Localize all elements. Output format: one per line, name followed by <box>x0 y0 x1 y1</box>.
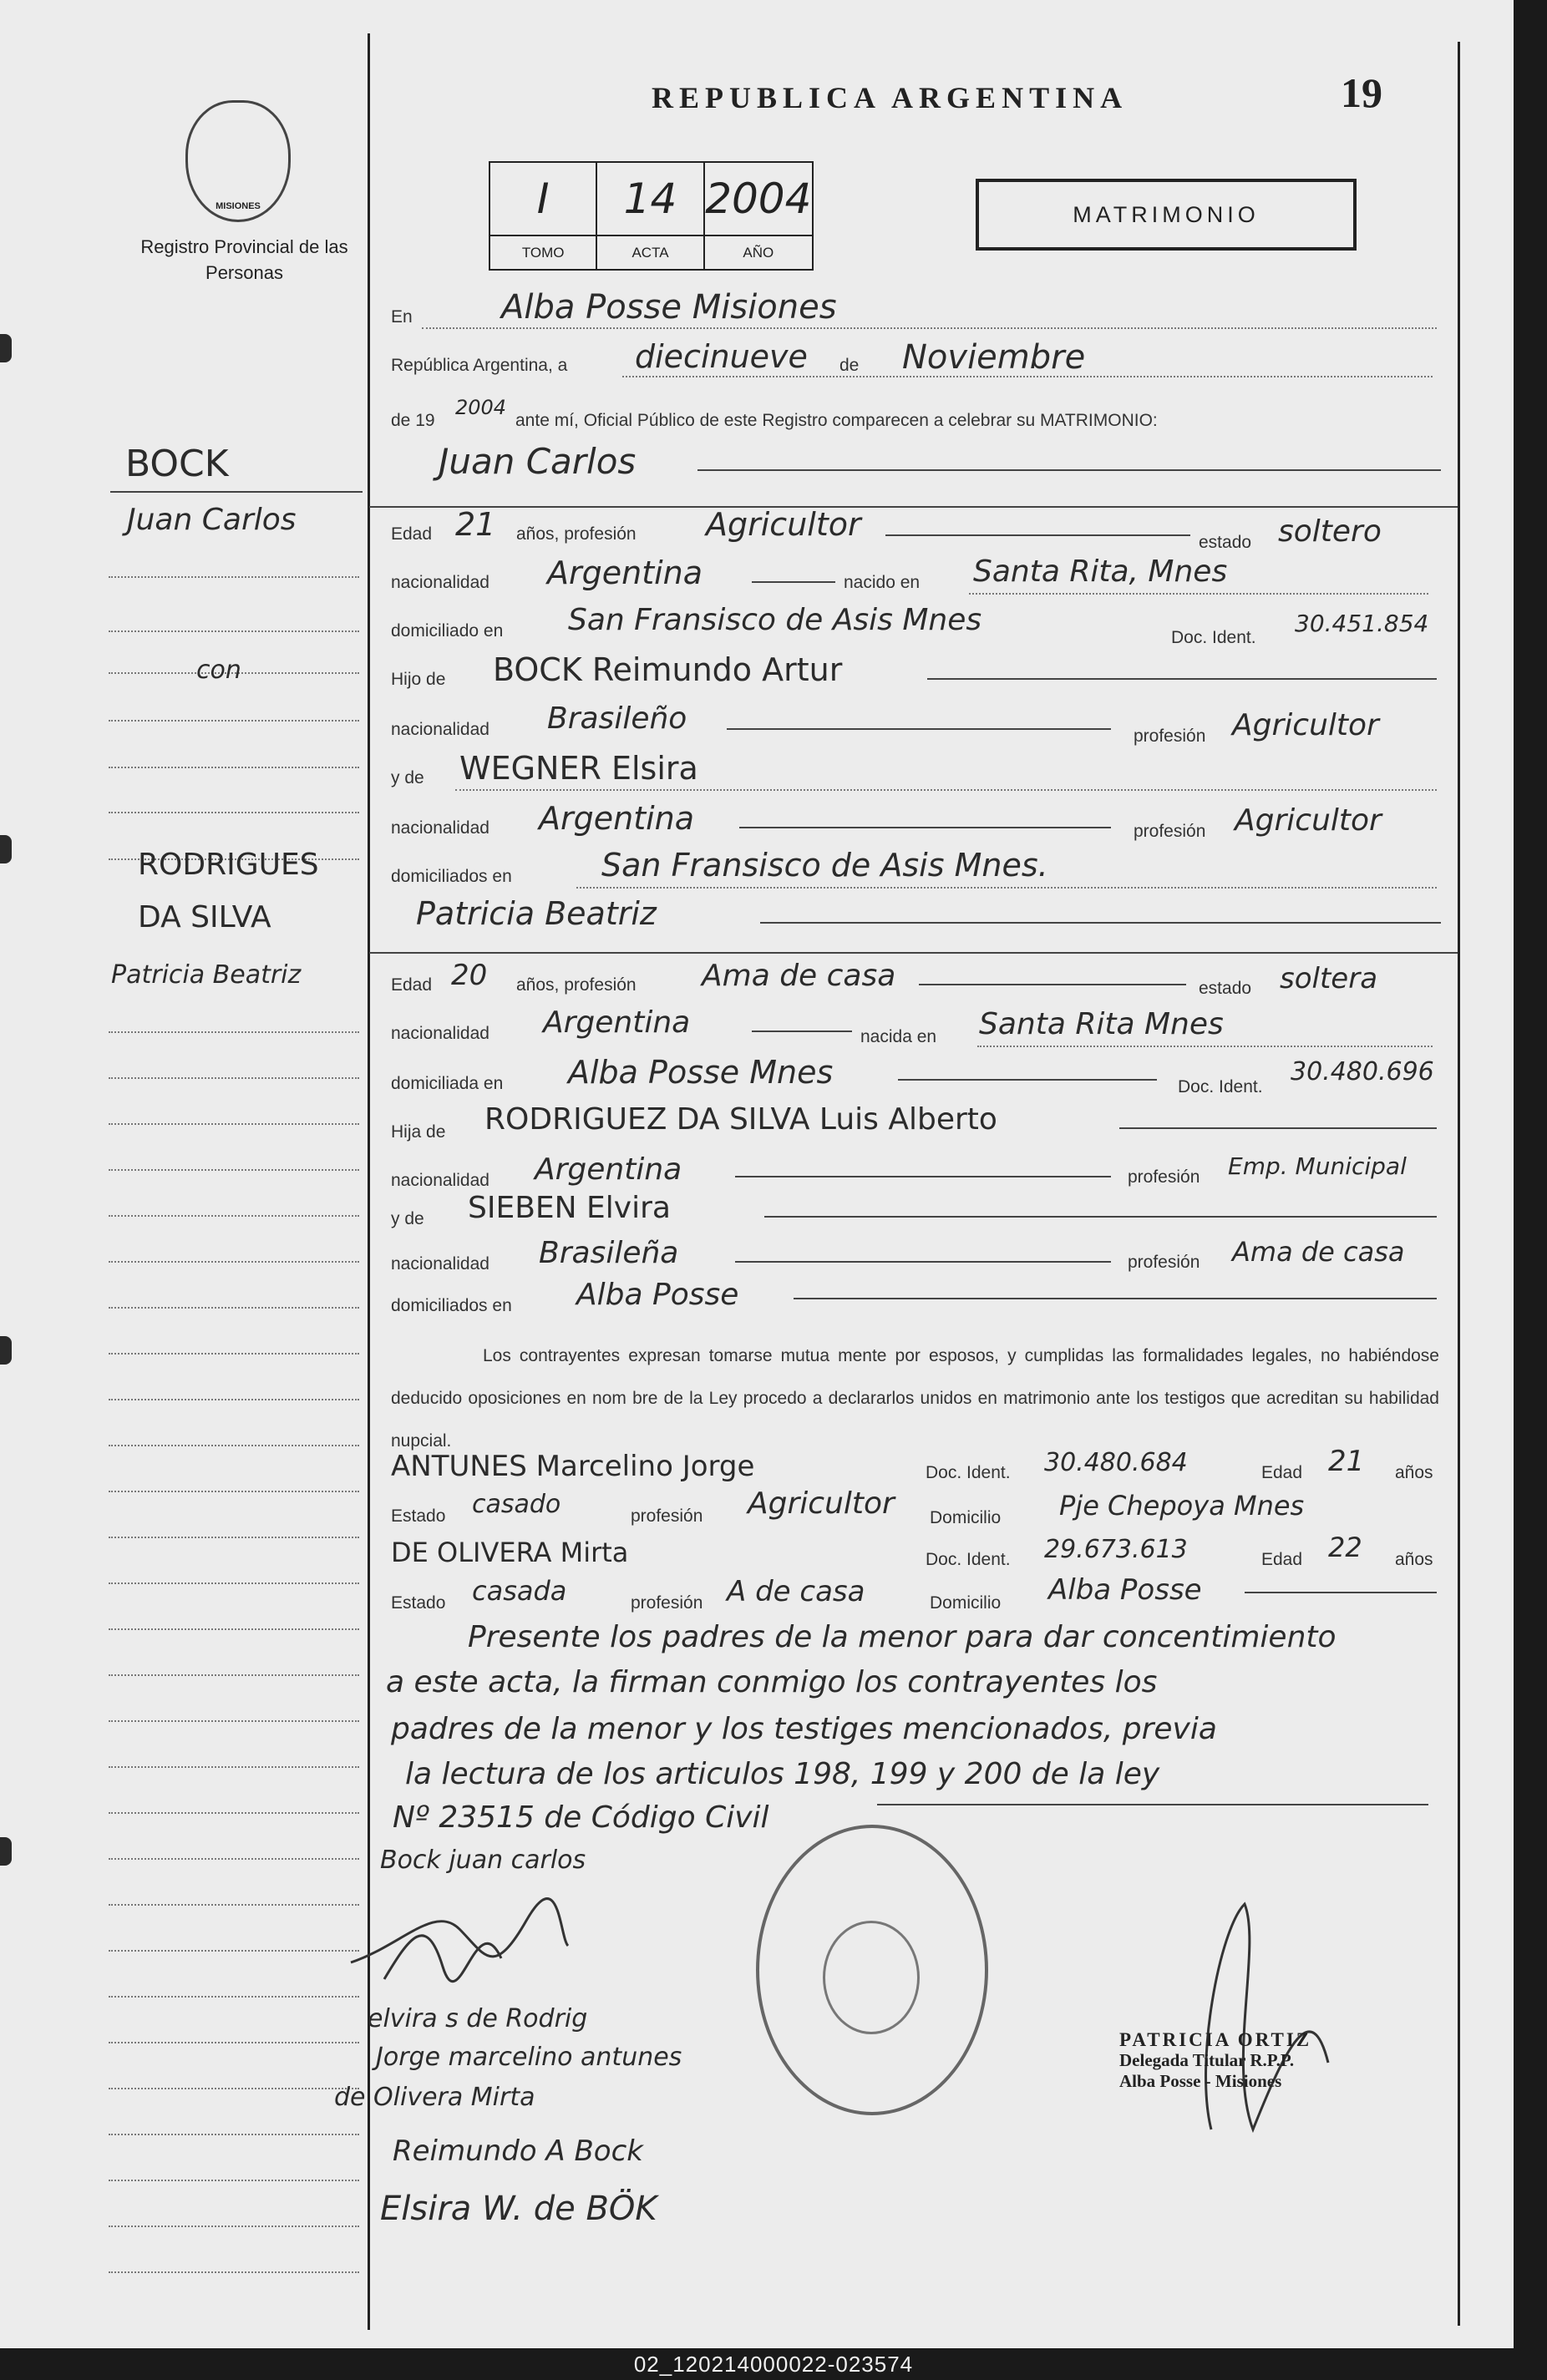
margin-bride-surname-2: DA SILVA <box>138 900 271 934</box>
note-line-2: a este acta, la firman conmigo los contrayentes los <box>386 1665 1158 1699</box>
label-groom-domicilio: domiciliado en <box>391 621 504 641</box>
binding-hole <box>0 835 12 863</box>
label-witness-2-anos: años <box>1395 1550 1433 1569</box>
note-line-5: Nº 23515 de Código Civil <box>393 1800 769 1835</box>
margin-groom-names: Juan Carlos <box>127 503 297 537</box>
ano-label: AÑO <box>743 244 774 261</box>
binding-hole <box>0 334 12 362</box>
signature-elsira: Elsira W. de BÖK <box>380 2190 657 2228</box>
bride-doc: 30.480.696 <box>1291 1057 1434 1086</box>
label-bride-mother-profesion: profesión <box>1128 1253 1200 1272</box>
ano-value: 2004 <box>705 163 812 236</box>
official-signature-scribble <box>1144 1896 1345 2146</box>
groom-parents-domicile: San Fransisco de Asis Mnes. <box>601 847 1048 884</box>
label-witness-1-anos: años <box>1395 1463 1433 1482</box>
label-witness-1-edad: Edad <box>1261 1463 1303 1482</box>
label-bride-mother-nacionalidad: nacionalidad <box>391 1254 489 1274</box>
record-type-box: MATRIMONIO <box>976 179 1357 251</box>
label-groom-father-profesion: profesión <box>1134 727 1206 746</box>
groom-name-value: Juan Carlos <box>439 441 637 482</box>
label-witness-2-doc: Doc. Ident. <box>926 1550 1011 1569</box>
groom-profession: Agricultor <box>706 506 861 543</box>
label-groom-mother-profesion: profesión <box>1134 822 1206 841</box>
scan-footer-id: 02_120214000022-023574 <box>633 2351 914 2377</box>
label-ante-mi: ante mí, Oficial Público de este Registro comparecen a celebrar su MATRIMONIO: <box>515 411 1158 430</box>
bride-domicile: Alba Posse Mnes <box>568 1054 834 1091</box>
label-bride-estado: estado <box>1199 979 1252 998</box>
year-value: 2004 <box>455 396 507 419</box>
witness-1-profession: Agricultor <box>748 1486 895 1521</box>
groom-father: BOCK Reimundo Artur <box>493 651 843 688</box>
margin-bride-names: Patricia Beatriz <box>111 960 302 990</box>
bride-father: RODRIGUEZ DA SILVA Luis Alberto <box>484 1102 997 1137</box>
label-bride-parents-domicilio: domiciliados en <box>391 1296 512 1315</box>
signature-elvira: elvira s de Rodrig <box>368 2004 588 2033</box>
acta-label: ACTA <box>597 236 704 269</box>
official-stamp-text <box>1119 2029 1311 2092</box>
signature-mirta: de Olivera Mirta <box>334 2083 535 2112</box>
label-groom-edad: Edad <box>391 524 433 544</box>
note-line-1: Presente los padres de la menor para dar concentimiento <box>468 1620 1337 1654</box>
bride-father-profession: Emp. Municipal <box>1228 1152 1407 1180</box>
label-witness-2-profesion: profesión <box>631 1593 703 1613</box>
label-groom-mother-nacionalidad: nacionalidad <box>391 818 489 838</box>
acta-value: 14 <box>597 163 704 236</box>
label-bride-domicilio: domiciliada en <box>391 1074 504 1093</box>
signature-bride-scribble <box>334 1887 576 1996</box>
right-rule <box>1458 42 1460 2326</box>
groom-status: soltero <box>1278 514 1382 549</box>
label-de-month: de <box>839 356 860 375</box>
note-line-4: la lectura de los articulos 198, 199 y 200 de la ley <box>405 1757 1160 1791</box>
label-groom-estado: estado <box>1199 533 1252 552</box>
label-nacida-en: nacida en <box>860 1027 937 1046</box>
label-groom-y-de: y de <box>391 768 424 787</box>
label-hijo-de: Hijo de <box>391 670 446 689</box>
bride-profession: Ama de casa <box>702 959 896 993</box>
seal-emblem-icon <box>823 1921 920 2034</box>
label-groom-profesion: años, profesión <box>516 524 637 544</box>
label-witness-2-edad: Edad <box>1261 1550 1303 1569</box>
bride-mother-profession: Ama de casa <box>1232 1236 1405 1268</box>
groom-mother-nationality: Argentina <box>539 800 695 837</box>
margin-groom-surname: BOCK <box>125 443 229 485</box>
province-emblem-icon <box>185 100 291 222</box>
label-republica: República Argentina, a <box>391 356 568 375</box>
bride-parents-domicile: Alba Posse <box>576 1278 739 1312</box>
label-witness-1-profesion: profesión <box>631 1506 703 1526</box>
month-value: Noviembre <box>902 338 1086 377</box>
label-bride-edad: Edad <box>391 975 433 995</box>
label-bride-nacionalidad: nacionalidad <box>391 1024 489 1043</box>
groom-mother-profession: Agricultor <box>1235 803 1382 838</box>
declaration-text: Los contrayentes expresan tomarse mutua mente por esposos, y cumplidas las formalidades legales, no habiéndose deducido oposiciones en nom bre de la Ley procedo a declararlos unidos en matrimonio ante los testigos que acreditan su habilidad nupcial. <box>391 1346 1439 1451</box>
label-bride-father-profesion: profesión <box>1128 1167 1200 1187</box>
groom-mother: WEGNER Elsira <box>459 750 698 787</box>
label-groom-doc: Doc. Ident. <box>1171 628 1256 647</box>
bride-name-value: Patricia Beatriz <box>416 895 657 932</box>
label-bride-father-nacionalidad: nacionalidad <box>391 1171 489 1190</box>
label-groom-parents-domicilio: domiciliados en <box>391 867 512 886</box>
binding-hole <box>0 1837 12 1866</box>
country-heading: REPUBLICA ARGENTINA <box>652 81 1129 114</box>
witness-1-doc: 30.480.684 <box>1044 1448 1188 1477</box>
label-de-year: de 19 <box>391 411 435 430</box>
witness-1-domicile: Pje Chepoya Mnes <box>1059 1490 1305 1522</box>
bride-nationality: Argentina <box>543 1005 691 1040</box>
label-bride-profesion: años, profesión <box>516 975 637 995</box>
label-groom-nacionalidad: nacionalidad <box>391 573 489 592</box>
label-witness-2-domicilio: Domicilio <box>930 1593 1002 1613</box>
witness-2-name: DE OLIVERA Mirta <box>391 1537 629 1568</box>
witness-1-status: casado <box>472 1490 561 1519</box>
official-place: Alba Posse - Misiones <box>1119 2071 1282 2091</box>
margin-bride-surname-1: RODRIGUES <box>138 848 319 882</box>
margin-connector: con <box>196 656 241 685</box>
place-value: Alba Posse Misiones <box>501 288 837 327</box>
witness-2-profession: A de casa <box>727 1575 865 1608</box>
official-title: Delegada Titular R.P.P. <box>1119 2050 1295 2070</box>
bride-status: soltera <box>1280 962 1378 995</box>
label-witness-1-doc: Doc. Ident. <box>926 1463 1011 1482</box>
groom-birthplace: Santa Rita, Mnes <box>973 554 1228 589</box>
groom-age: 21 <box>455 506 496 543</box>
witness-2-doc: 29.673.613 <box>1044 1535 1188 1564</box>
official-name: PATRICIA ORTIZ <box>1119 2029 1312 2050</box>
witness-2-status: casada <box>472 1575 567 1607</box>
witness-2-domicile: Alba Posse <box>1048 1573 1202 1607</box>
groom-father-profession: Agricultor <box>1232 708 1379 742</box>
label-bride-y-de: y de <box>391 1209 424 1228</box>
label-hija-de: Hija de <box>391 1122 446 1142</box>
bride-age: 20 <box>451 959 488 992</box>
witness-2-age: 22 <box>1328 1532 1362 1563</box>
day-value: diecinueve <box>635 338 808 375</box>
signature-jorge: Jorge marcelino antunes <box>376 2043 682 2072</box>
groom-nationality: Argentina <box>547 554 703 591</box>
witness-1-age: 21 <box>1328 1445 1365 1478</box>
label-witness-2-estado: Estado <box>391 1593 446 1613</box>
folio-number: 19 <box>1341 69 1382 116</box>
label-nacido-en: nacido en <box>844 573 921 592</box>
label-en: En <box>391 307 413 327</box>
record-number-box <box>489 161 814 271</box>
label-groom-father-nacionalidad: nacionalidad <box>391 720 489 739</box>
label-bride-doc: Doc. Ident. <box>1178 1077 1263 1096</box>
label-witness-1-domicilio: Domicilio <box>930 1508 1002 1527</box>
signature-reimundo: Reimundo A Bock <box>393 2134 643 2168</box>
tomo-value: I <box>490 163 597 236</box>
witness-1-name: ANTUNES Marcelino Jorge <box>391 1450 755 1483</box>
note-line-3: padres de la menor y los testiges mencionados, previa <box>391 1712 1217 1746</box>
emblem-label: MISIONES <box>216 201 261 211</box>
bride-mother: SIEBEN Elvira <box>468 1191 671 1225</box>
label-witness-1-estado: Estado <box>391 1506 446 1526</box>
signature-groom: Bock juan carlos <box>380 1846 586 1875</box>
groom-doc: 30.451.854 <box>1295 610 1429 637</box>
bride-mother-nationality: Brasileña <box>539 1236 679 1270</box>
groom-father-nationality: Brasileño <box>547 701 687 736</box>
registry-name: Registro Provincial de las Personas <box>140 236 348 283</box>
binding-hole <box>0 1336 12 1365</box>
tomo-label: TOMO <box>490 236 597 269</box>
groom-domicile: San Fransisco de Asis Mnes <box>568 603 982 637</box>
bride-birthplace: Santa Rita Mnes <box>979 1007 1224 1041</box>
bride-father-nationality: Argentina <box>535 1152 682 1187</box>
